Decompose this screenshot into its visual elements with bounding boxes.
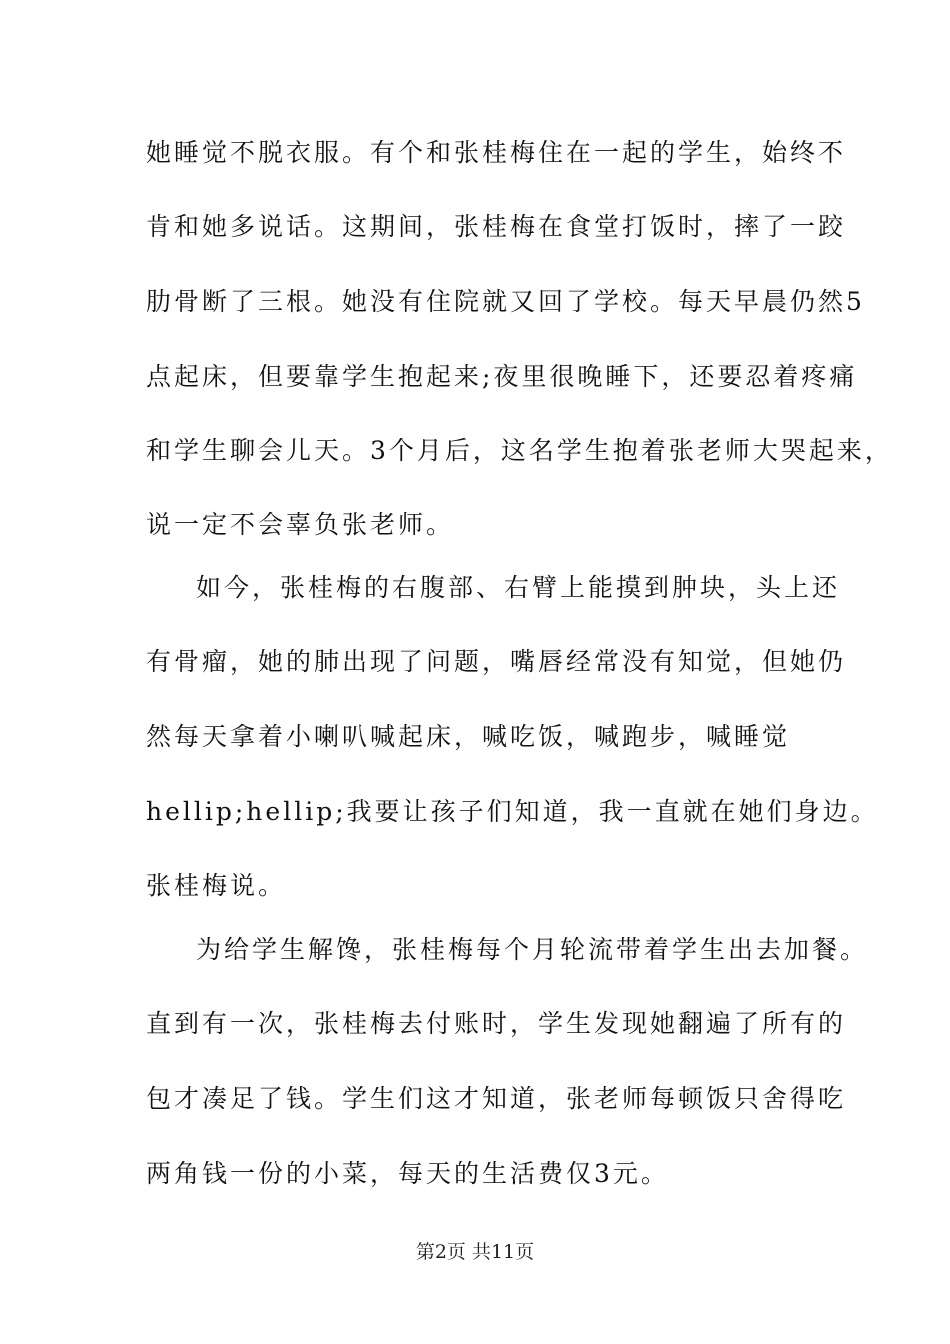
text-line-5: 和学生聊会儿天。3个月后，这名学生抱着张老师大哭起来， <box>146 436 893 465</box>
paragraph-2-first-line: 如今，张桂梅的右腹部、右臂上能摸到肿块，头上还 <box>196 573 841 602</box>
text-line-2: 肯和她多说话。这期间，张桂梅在食堂打饭时，摔了一跤 <box>146 212 847 241</box>
text-line-15: 两角钱一份的小菜，每天的生活费仅3元。 <box>146 1159 669 1188</box>
text-line-1: 她睡觉不脱衣服。有个和张桂梅住在一起的学生，始终不 <box>146 138 847 167</box>
text-line-10: hellip;hellip;我要让孩子们知道，我一直就在她们身边。 <box>146 797 879 826</box>
text-line-14: 包才凑足了钱。学生们这才知道，张老师每顿饭只舍得吃 <box>146 1084 847 1113</box>
page-number-footer: 第2页 共11页 <box>415 1241 535 1263</box>
text-line-3: 肋骨断了三根。她没有住院就又回了学校。每天早晨仍然5 <box>146 287 865 316</box>
text-line-11: 张桂梅说。 <box>146 871 287 900</box>
text-line-13: 直到有一次，张桂梅去付账时，学生发现她翻遍了所有的 <box>146 1009 847 1038</box>
text-line-8: 有骨瘤，她的肺出现了问题，嘴唇经常没有知觉，但她仍 <box>146 647 847 676</box>
paragraph-3-first-line: 为给学生解馋，张桂梅每个月轮流带着学生出去加餐。 <box>196 935 869 964</box>
text-line-6: 说一定不会辜负张老师。 <box>146 510 455 539</box>
text-line-9: 然每天拿着小喇叭喊起床，喊吃饭，喊跑步，喊睡觉 <box>146 722 791 751</box>
text-line-4: 点起床，但要靠学生抱起来;夜里很晚睡下，还要忍着疼痛 <box>146 362 858 391</box>
